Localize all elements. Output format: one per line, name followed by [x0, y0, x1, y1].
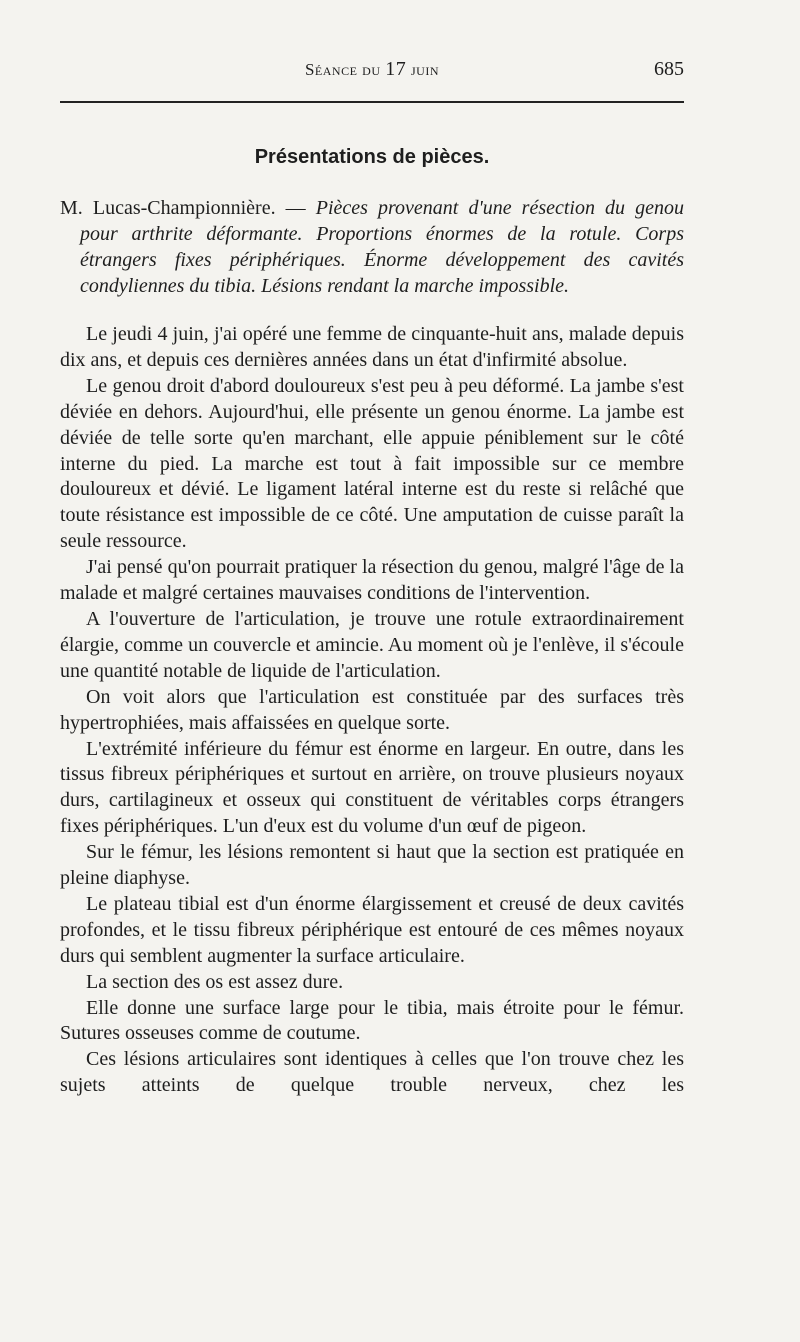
- running-title: [60, 58, 684, 81]
- running-title-suffix: juin: [411, 60, 440, 79]
- paragraph: J'ai pensé qu'on pourrait pratiquer la résection du genou, malgré l'âge de la malade et malgré certaines mauvaises conditions de l'intervention.: [60, 556, 684, 605]
- paragraph: Le jeudi 4 juin, j'ai opéré une femme de cinquante-huit ans, malade depuis dix ans, et depuis ces dernières années dans un état d'infirmité absolue.: [60, 323, 684, 371]
- running-head: [60, 58, 684, 88]
- paragraph: A l'ouverture de l'articulation, je trouve une rotule extraordinairement élargie, comme un couvercle et amincie. Au moment où je l'enlève, il s'écoule une quantité notable de liquide de l'articulation.: [60, 607, 684, 682]
- running-title-day: 17: [385, 58, 407, 80]
- running-title-prefix: Séance du: [304, 60, 381, 79]
- page-number: 685: [654, 58, 684, 80]
- abstract: [60, 195, 684, 299]
- author-name: Lucas-Championnière.: [92, 197, 276, 219]
- body-text: [60, 322, 684, 1099]
- section-title: Présentations de pièces.: [254, 146, 490, 168]
- header-rule: [60, 101, 684, 103]
- paragraph: Le plateau tibial est d'un énorme élargissement et creusé de deux cavités profondes, et le tissu fibreux périphérique est entouré de ces mêmes noyaux durs qui semblent augmenter la surface articulaire.: [60, 892, 684, 967]
- paragraph: Ces lésions articulaires sont identiques à celles que l'on trouve chez les sujets atteints de quelque trouble nerveux, chez les: [60, 1048, 684, 1097]
- paragraph: La section des os est assez dure.: [86, 970, 344, 993]
- abstract-text: [60, 195, 684, 299]
- author-initial: M.: [60, 197, 83, 219]
- paragraph: L'extrémité inférieure du fémur est énorme en largeur. En outre, dans les tissus fibreux périphériques et surtout en arrière, on trouve plusieurs noyaux durs, cartilagineux et osseux qui constituent de véritables corps étrangers fixes périphériques. L'un d'eux est du volume d'un œuf de pigeon.: [60, 737, 684, 838]
- paragraph: Sur le fémur, les lésions remontent si haut que la section est pratiquée en pleine diaphyse.: [60, 841, 684, 890]
- paragraph: Elle donne une surface large pour le tibia, mais étroite pour le fémur. Sutures osseuses comme de coutume.: [60, 996, 684, 1045]
- paragraph: On voit alors que l'articulation est constituée par des surfaces très hypertrophiées, mais affaissées en quelque sorte.: [60, 685, 684, 734]
- paragraph: Le genou droit d'abord douloureux s'est peu à peu déformé. La jambe s'est déviée en dehors. Aujourd'hui, elle présente un genou énorme. La jambe est déviée de telle sorte qu'en marchant, elle appuie péniblement sur le côté interne du pied. La marche est tout à fait impossible sur ce membre douloureux et dévié. Le ligament latéral interne est du reste si relâché que toute résistance est impossible de ce côté. Une amputation de cuisse paraît la seule ressource.: [60, 374, 684, 553]
- abstract-dash: —: [275, 197, 316, 219]
- abstract-title: Pièces provenant d'une résection du genou pour arthrite déformante. Proportions énormes de la rotule. Corps étrangers fixes périphériques. Énorme développement des cavités condyliennes du tibia. Lésions rendant la marche impossible.: [80, 197, 685, 297]
